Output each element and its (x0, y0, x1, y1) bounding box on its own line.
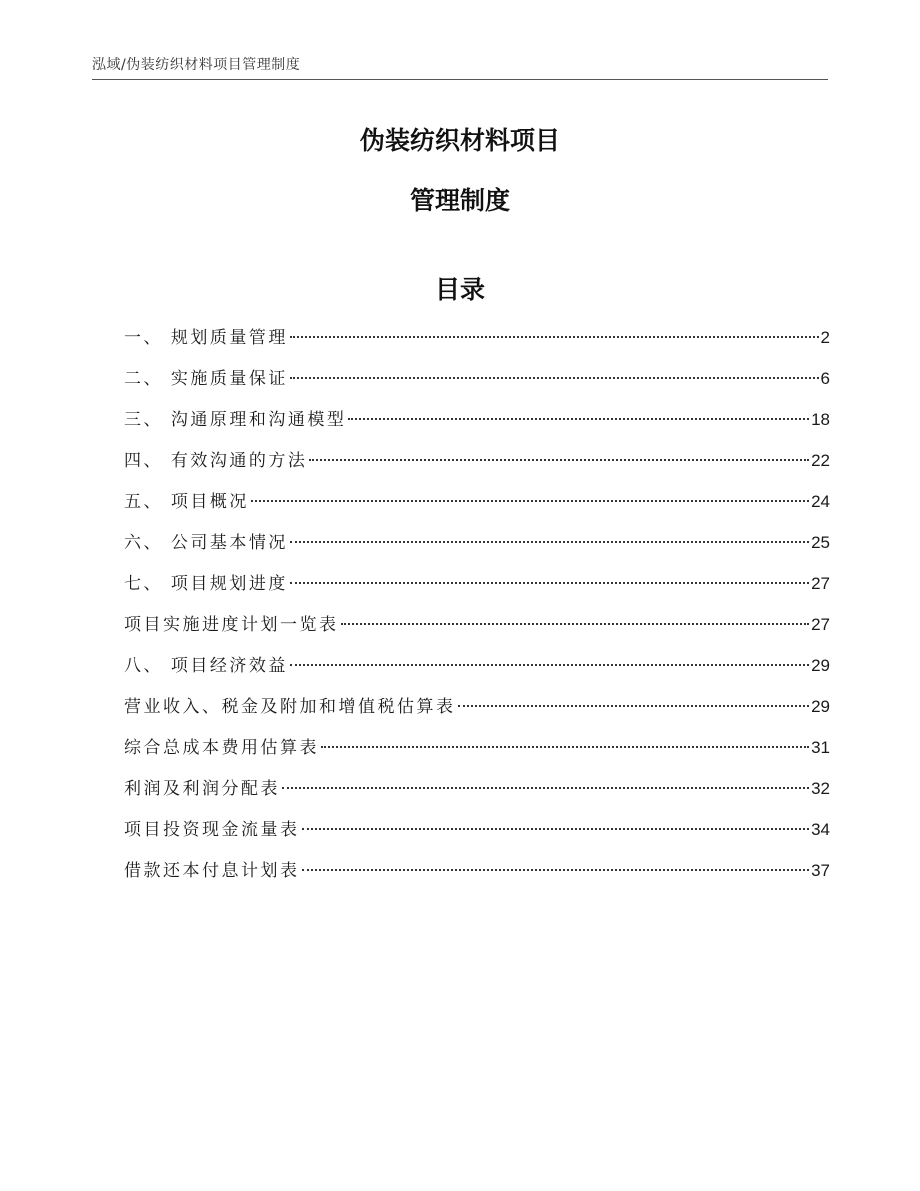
toc-entry[interactable] (124, 324, 830, 365)
toc-entry-label: 营业收入、税金及附加和增值税估算表 (124, 697, 456, 717)
running-header: 泓域/伪装纺织材料项目管理制度 (92, 57, 301, 73)
toc-entry[interactable] (124, 652, 830, 693)
toc-entry[interactable] (124, 816, 830, 857)
toc-leader-dots (302, 828, 810, 830)
toc-leader-dots (290, 377, 819, 379)
toc-entry-page: 22 (811, 451, 830, 470)
toc-entry-page: 27 (811, 574, 830, 593)
toc-leader-dots (458, 705, 810, 707)
toc-heading: 目录 (434, 275, 485, 304)
toc-leader-dots (282, 787, 809, 789)
toc-entry-page: 27 (811, 615, 830, 634)
toc-leader-dots (290, 336, 819, 338)
toc-entry-label: 三、 沟通原理和沟通模型 (124, 410, 347, 430)
toc-entry[interactable] (124, 857, 830, 898)
toc-entry-label: 利润及利润分配表 (124, 779, 280, 799)
toc-entry-label: 六、 公司基本情况 (124, 533, 288, 553)
toc-leader-dots (321, 746, 809, 748)
toc-leader-dots (290, 664, 809, 666)
toc-entry-label: 七、 项目规划进度 (124, 574, 288, 594)
document-title: 伪装纺织材料项目 (359, 126, 560, 155)
toc-entry-page: 6 (820, 369, 830, 388)
toc-leader-dots (290, 582, 809, 584)
toc-entry-label: 一、 规划质量管理 (124, 328, 288, 348)
toc-leader-dots (341, 623, 810, 625)
toc-entry-page: 32 (811, 779, 830, 798)
toc-leader-dots (309, 459, 809, 461)
toc-entry[interactable] (124, 611, 830, 652)
table-of-contents (124, 324, 830, 898)
toc-entry-page: 37 (811, 861, 830, 880)
toc-entry-label: 项目投资现金流量表 (124, 820, 300, 840)
toc-leader-dots (290, 541, 809, 543)
toc-entry[interactable] (124, 693, 830, 734)
document-subtitle: 管理制度 (409, 186, 510, 215)
toc-entry[interactable] (124, 365, 830, 406)
toc-entry[interactable] (124, 734, 830, 775)
toc-entry-page: 2 (820, 328, 830, 347)
toc-entry[interactable] (124, 447, 830, 488)
toc-leader-dots (348, 418, 809, 420)
toc-entry-label: 项目实施进度计划一览表 (124, 615, 339, 635)
toc-leader-dots (251, 500, 809, 502)
toc-entry[interactable] (124, 570, 830, 611)
toc-entry[interactable] (124, 529, 830, 570)
toc-entry-page: 24 (811, 492, 830, 511)
toc-entry-label: 八、 项目经济效益 (124, 656, 288, 676)
toc-entry-page: 29 (811, 697, 830, 716)
toc-entry-page: 34 (811, 820, 830, 839)
toc-entry-page: 29 (811, 656, 830, 675)
header-divider (92, 79, 828, 80)
toc-entry-label: 综合总成本费用估算表 (124, 738, 319, 758)
toc-leader-dots (302, 869, 810, 871)
toc-entry-label: 四、 有效沟通的方法 (124, 451, 308, 471)
toc-entry-label: 借款还本付息计划表 (124, 861, 300, 881)
toc-entry[interactable] (124, 406, 830, 447)
toc-entry-page: 25 (811, 533, 830, 552)
toc-entry[interactable] (124, 775, 830, 816)
toc-entry-label: 五、 项目概况 (124, 492, 249, 512)
toc-entry-label: 二、 实施质量保证 (124, 369, 288, 389)
toc-entry[interactable] (124, 488, 830, 529)
toc-entry-page: 31 (811, 738, 830, 757)
toc-entry-page: 18 (811, 410, 830, 429)
